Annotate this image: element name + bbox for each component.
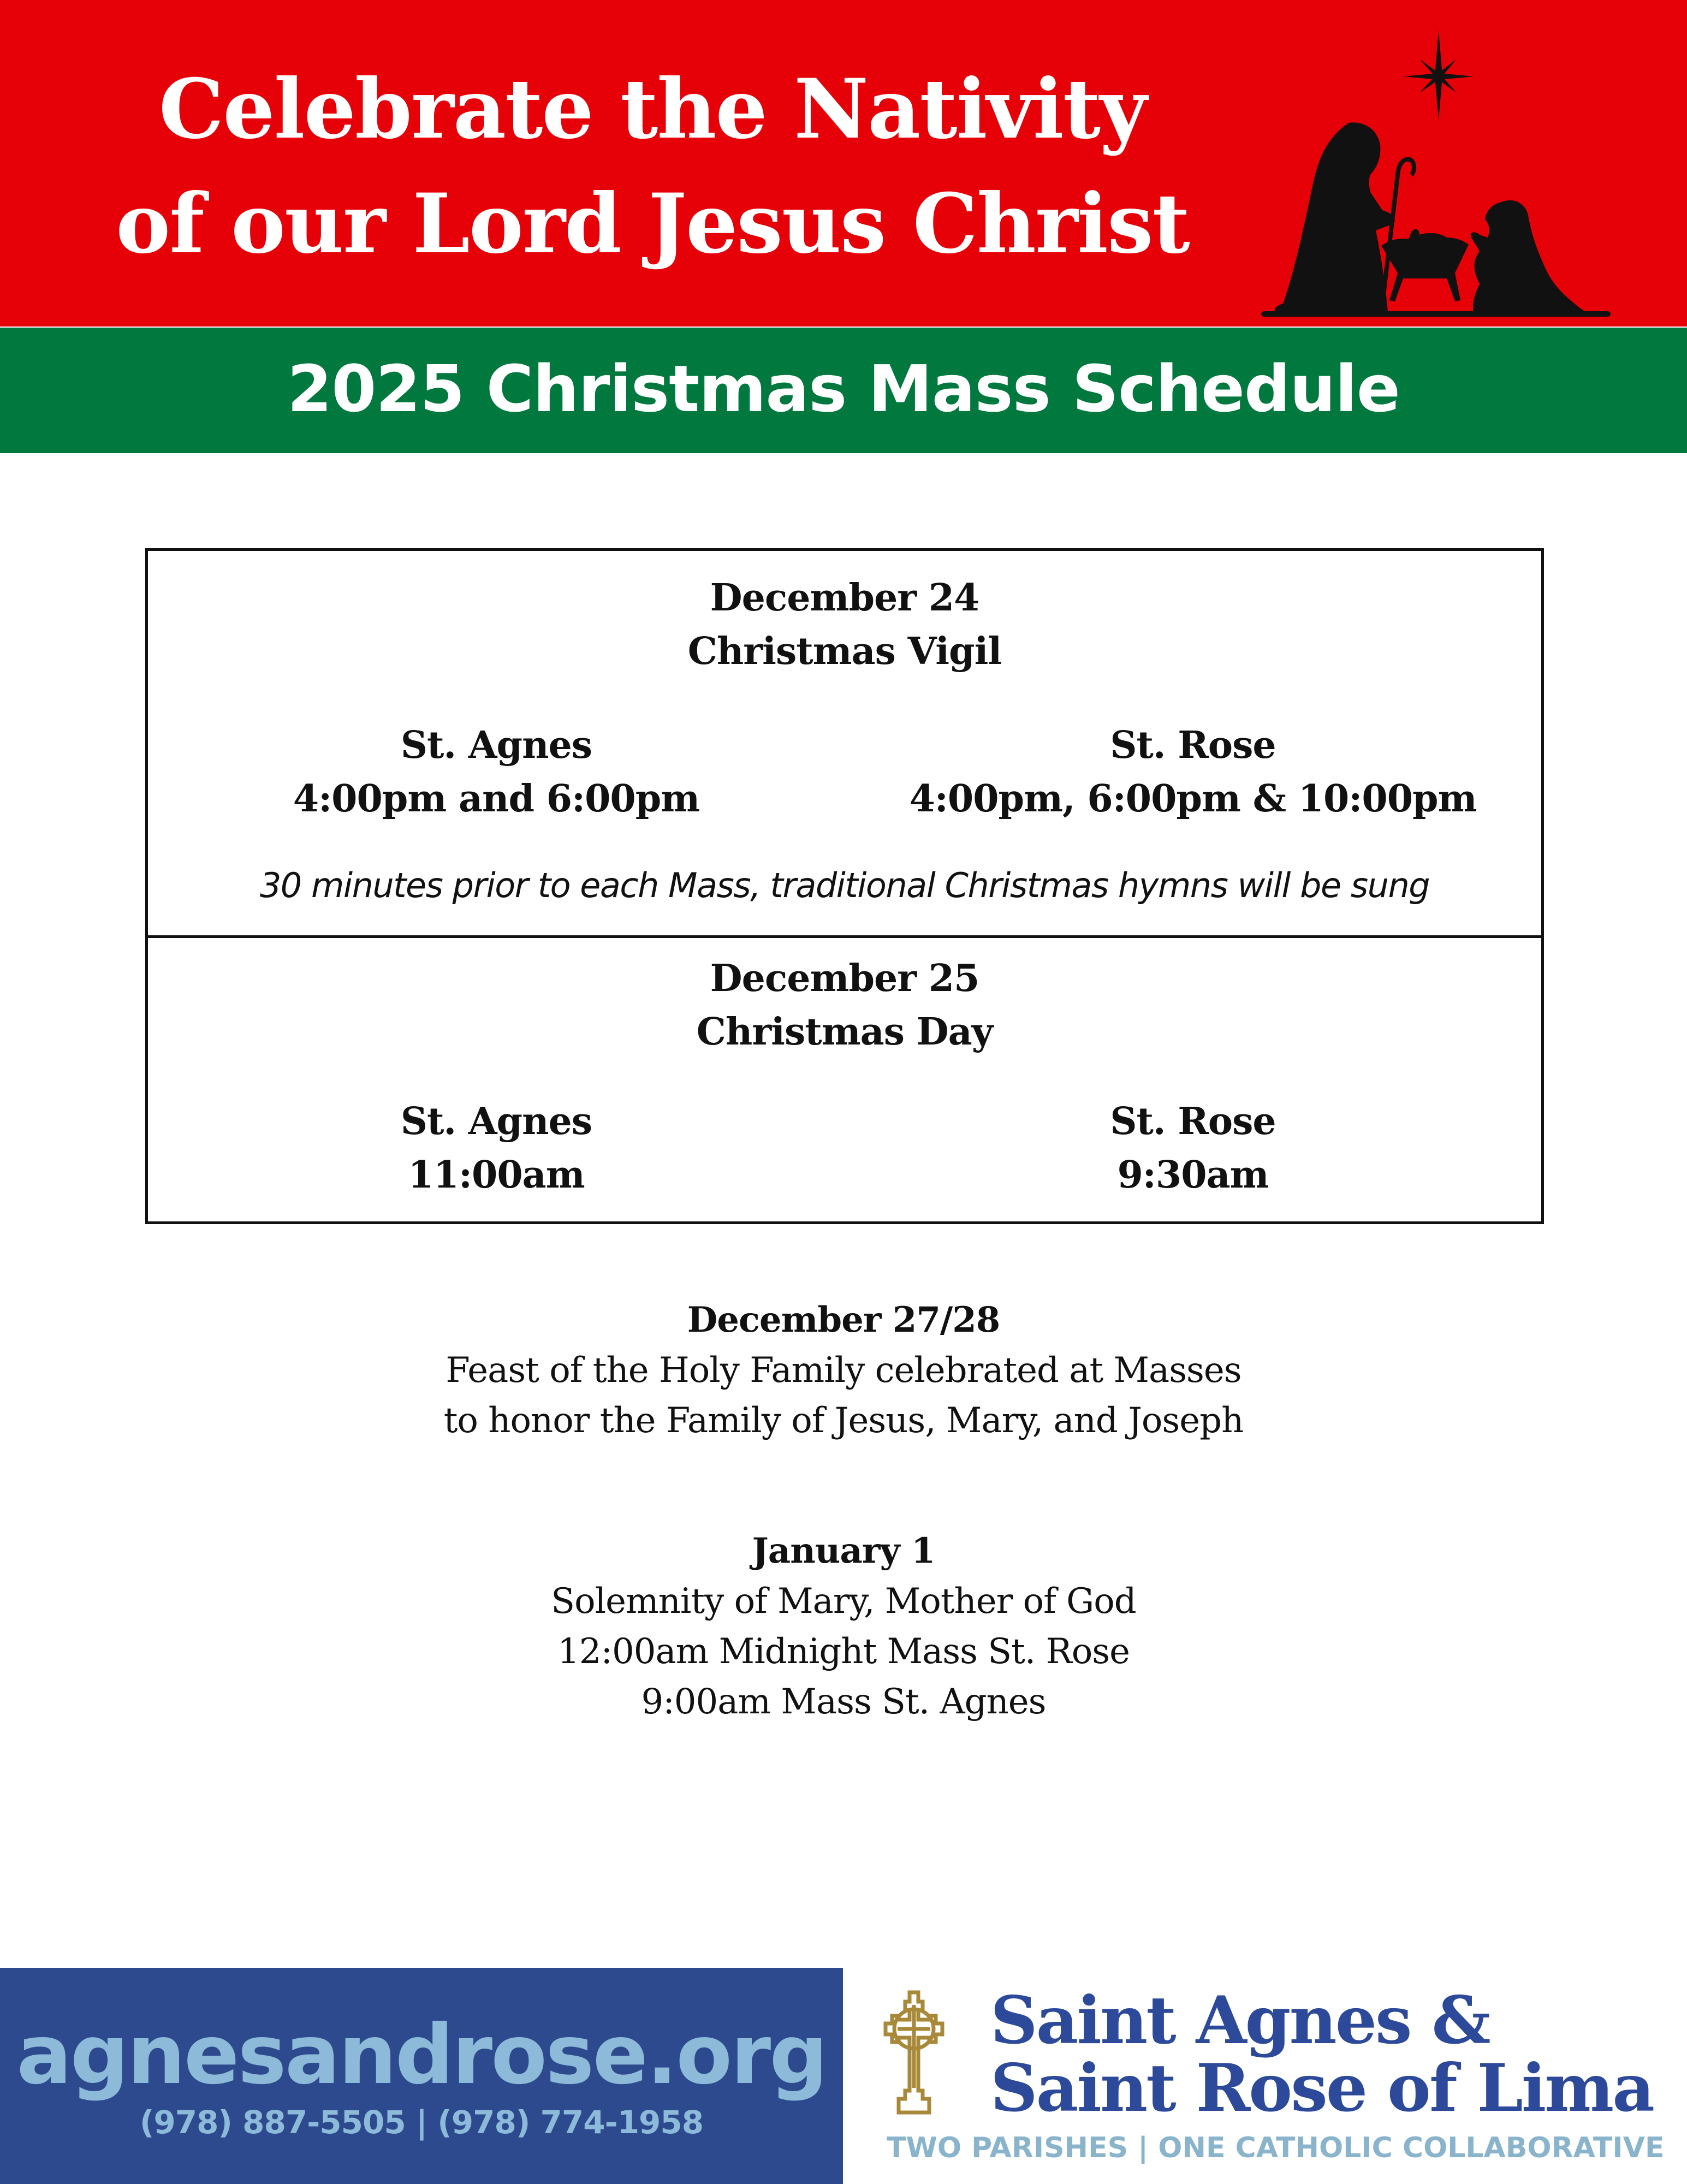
christmas-day-name: Christmas Day (696, 1010, 993, 1054)
event-date: December 27/28 (687, 1299, 1000, 1340)
christmas-day-st-agnes (148, 1095, 845, 1202)
holy-family-event (0, 1295, 1687, 1446)
vigil-st-agnes (148, 719, 845, 826)
event-date: January 1 (752, 1530, 935, 1571)
christmas-day-date: December 25 (710, 957, 979, 1000)
hero-title (82, 52, 1223, 281)
vigil-st-rose (845, 719, 1541, 826)
church-name: St. Agnes (400, 1100, 592, 1143)
vigil-note: 30 minutes prior to each Mass, traditional Christmas hymns will be sung (259, 865, 1430, 905)
hero-banner (0, 0, 1687, 327)
phone-numbers: (978) 887-5505 | (978) 774-1958 (139, 2104, 704, 2141)
contact-panel (0, 1968, 843, 2184)
event-description-line2: 12:00am Midnight Mass St. Rose (557, 1631, 1130, 1672)
church-name: St. Agnes (400, 723, 592, 767)
mass-schedule-table (145, 548, 1544, 1224)
vigil-name: Christmas Vigil (687, 630, 1002, 673)
parish-logo-panel (843, 1968, 1687, 2184)
nativity-silhouette-icon (1239, 16, 1632, 322)
cross-icon (881, 1990, 947, 2115)
christmas-day-heading (148, 952, 1541, 1059)
hero-title-line2: of our Lord Jesus Christ (116, 176, 1189, 272)
event-description-line1: Solemnity of Mary, Mother of God (551, 1581, 1136, 1622)
church-name: St. Rose (1110, 1100, 1276, 1143)
christmas-day-block (148, 935, 1541, 1224)
parish-name-line1: Saint Agnes & (990, 1982, 1489, 2059)
mass-times: 11:00am (408, 1153, 585, 1197)
vigil-heading (148, 571, 1541, 678)
mass-times: 9:30am (1117, 1153, 1269, 1197)
schedule-banner (0, 328, 1687, 453)
event-description-line3: 9:00am Mass St. Agnes (641, 1682, 1046, 1722)
parish-name-line2: Saint Rose of Lima (990, 2050, 1654, 2127)
church-name: St. Rose (1110, 723, 1276, 767)
christmas-day-st-rose (845, 1095, 1541, 1202)
parish-tagline: TWO PARISHES | ONE CATHOLIC COLLABORATIVE (887, 2132, 1665, 2164)
event-description-line1: Feast of the Holy Family celebrated at Masses (445, 1350, 1242, 1391)
mass-times: 4:00pm and 6:00pm (293, 777, 700, 821)
mass-times: 4:00pm, 6:00pm & 10:00pm (909, 777, 1477, 821)
vigil-block (148, 551, 1541, 933)
solemnity-of-mary-event (0, 1526, 1687, 1727)
parish-name (990, 1982, 1654, 2127)
event-description-line2: to honor the Family of Jesus, Mary, and Joseph (443, 1400, 1244, 1441)
vigil-date: December 24 (710, 576, 979, 620)
website-link[interactable]: agnesandrose.org (16, 2008, 827, 2103)
schedule-title: 2025 Christmas Mass Schedule (287, 351, 1400, 426)
hero-title-line1: Celebrate the Nativity (158, 61, 1147, 157)
